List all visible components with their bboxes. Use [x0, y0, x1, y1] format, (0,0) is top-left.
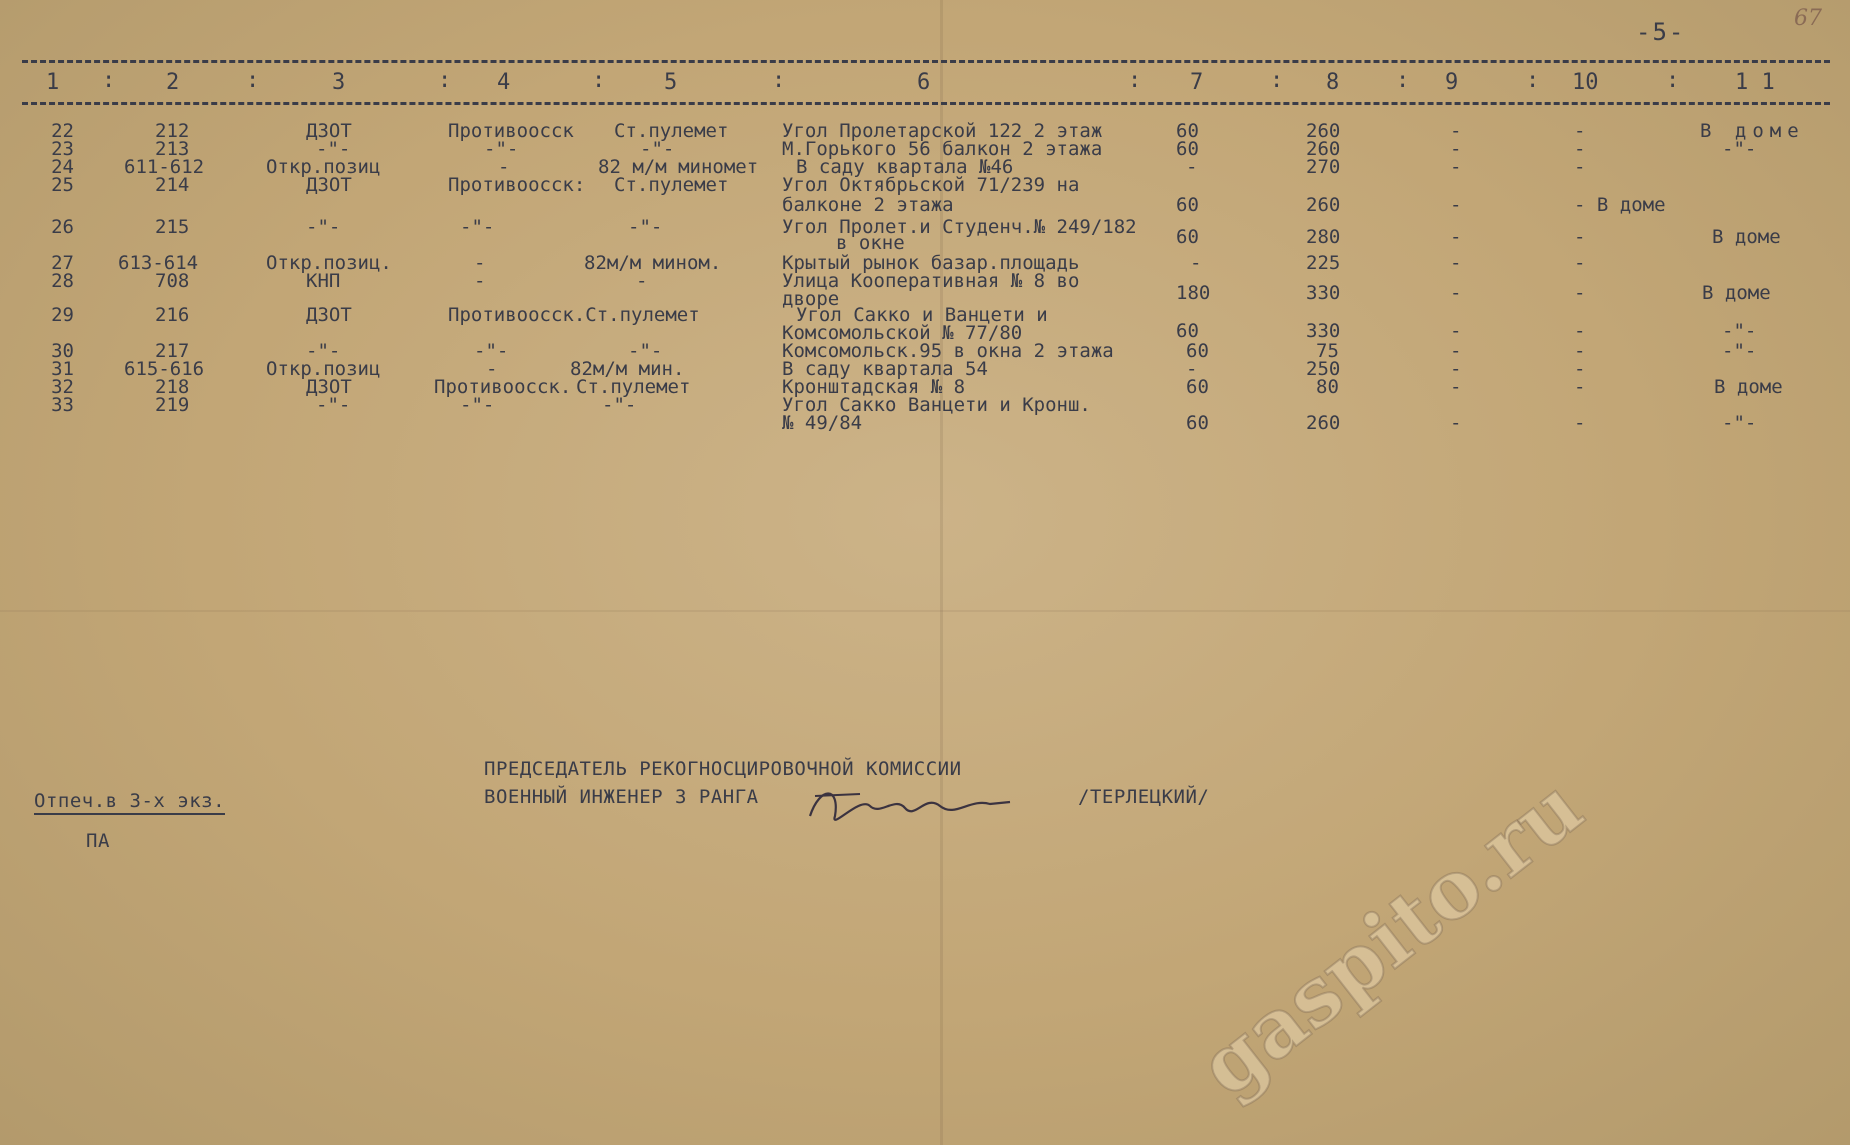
col-header-4: 4: [497, 70, 511, 95]
cell-point-number: 611-612: [124, 156, 205, 178]
cell-location-cont: Комсомольской № 77/80: [782, 322, 1023, 344]
cell-col10: -: [1574, 412, 1586, 434]
col-header-9: 9: [1445, 70, 1459, 95]
cell-location-cont: дворе: [782, 288, 840, 310]
cell-point-number: 708: [155, 270, 190, 292]
cell-weapon: -"-: [602, 394, 637, 416]
cell-row-number: 22: [51, 120, 74, 142]
cell-weapon: -"-: [628, 340, 663, 362]
cell-row-number: 25: [51, 174, 74, 196]
cell-col7: 60: [1186, 412, 1209, 434]
handwritten-signature: [800, 776, 1020, 836]
cell-col8: 250: [1306, 358, 1341, 380]
typist-initials: ПА: [86, 830, 110, 852]
cell-location: М.Горького 56 балкон 2 этажа: [782, 138, 1103, 160]
cell-col8: 225: [1306, 252, 1341, 274]
cell-purpose: -: [498, 156, 510, 178]
cell-point-number: 613-614: [118, 252, 199, 274]
cell-col11: В доме: [1700, 120, 1805, 142]
cell-row-number: 23: [51, 138, 74, 160]
col-separator: :: [1270, 68, 1284, 93]
col-header-3: 3: [332, 70, 346, 95]
cell-row-number: 33: [51, 394, 74, 416]
cell-weapon: -"-: [628, 216, 663, 238]
cell-col10: -: [1574, 340, 1586, 362]
fold-crease-horizontal: [0, 610, 1850, 612]
cell-location: В саду квартала 54: [782, 358, 988, 380]
cell-row-number: 27: [51, 252, 74, 274]
signer-title: ПРЕДСЕДАТЕЛЬ РЕКОГНОСЦИРОВОЧНОЙ КОМИССИИ: [484, 758, 962, 780]
cell-purpose: -: [486, 358, 498, 380]
copies-note: Отпеч.в 3-х экз.: [34, 790, 225, 815]
cell-col9: -: [1450, 340, 1462, 362]
cell-col7: 180: [1176, 282, 1211, 304]
table-header-rule: [22, 102, 1830, 105]
cell-weapon: -: [636, 270, 648, 292]
cell-purpose: Противоосск.Ст.пулемет: [448, 304, 700, 326]
cell-col8: 75: [1316, 340, 1339, 362]
signer-name: /ТЕРЛЕЦКИЙ/: [1078, 786, 1210, 808]
cell-col8: 260: [1306, 412, 1341, 434]
cell-purpose: -"-: [474, 340, 509, 362]
cell-structure-type: -"-: [316, 138, 351, 160]
cell-col9: -: [1450, 226, 1462, 248]
cell-weapon: 82 м/м миномет: [598, 156, 759, 178]
cell-structure-type: Откр.позиц: [266, 358, 381, 380]
col-separator: :: [1128, 68, 1142, 93]
cell-col9: -: [1450, 358, 1462, 380]
cell-col7: 60: [1176, 138, 1199, 160]
cell-point-number: 218: [155, 376, 190, 398]
cell-col9: -: [1450, 412, 1462, 434]
cell-col9: -: [1450, 376, 1462, 398]
cell-col11: В доме: [1714, 376, 1783, 398]
table-top-rule: [22, 60, 1830, 63]
cell-point-number: 216: [155, 304, 190, 326]
cell-location: Угол Пролетарской 122 2 этаж: [782, 120, 1103, 142]
cell-col9: -: [1450, 282, 1462, 304]
cell-col10: -: [1574, 120, 1586, 142]
cell-col7: -: [1190, 252, 1202, 274]
cell-location: Угол Сакко и Ванцети и: [796, 304, 1048, 326]
cell-location: Улица Кооперативная № 8 во: [782, 270, 1080, 292]
cell-point-number: 217: [155, 340, 190, 362]
cell-col8: 80: [1316, 376, 1339, 398]
cell-col9: -: [1450, 320, 1462, 342]
cell-purpose: Противоосск.: [434, 376, 572, 398]
cell-col11: В доме: [1702, 282, 1771, 304]
cell-col10: -: [1574, 282, 1586, 304]
cell-point-number: 213: [155, 138, 190, 160]
cell-row-number: 29: [51, 304, 74, 326]
cell-weapon: Ст.пулемет: [614, 120, 729, 142]
cell-col7: 60: [1176, 120, 1199, 142]
col-separator: :: [438, 68, 452, 93]
cell-col7: -: [1186, 358, 1198, 380]
col-header-5: 5: [664, 70, 678, 95]
cell-structure-type: -"-: [316, 394, 351, 416]
cell-purpose: -"-: [460, 216, 495, 238]
col-separator: :: [246, 68, 260, 93]
cell-col9: -: [1450, 120, 1462, 142]
cell-structure-type: ДЗОТ: [306, 376, 352, 398]
cell-col7: 60: [1186, 340, 1209, 362]
cell-col8: 280: [1306, 226, 1341, 248]
cell-row-number: 31: [51, 358, 74, 380]
cell-location: Комсомольск.95 в окна 2 этажа: [782, 340, 1114, 362]
cell-col9: -: [1450, 156, 1462, 178]
cell-location-cont: в окне: [836, 232, 905, 254]
cell-point-number: 615-616: [124, 358, 205, 380]
cell-weapon: Ст.пулемет: [614, 174, 729, 196]
col-separator: :: [1526, 68, 1540, 93]
cell-location-cont: № 49/84: [782, 412, 863, 434]
cell-purpose: -"-: [460, 394, 495, 416]
cell-col11: -"-: [1722, 320, 1757, 342]
cell-structure-type: ДЗОТ: [306, 304, 352, 326]
col-separator: :: [592, 68, 606, 93]
col-separator: :: [772, 68, 786, 93]
cell-col8: 260: [1306, 194, 1341, 216]
cell-row-number: 26: [51, 216, 74, 238]
cell-structure-type: -"-: [306, 340, 341, 362]
cell-purpose: -"-: [484, 138, 519, 160]
cell-structure-type: КНП: [306, 270, 341, 292]
cell-row-number: 24: [51, 156, 74, 178]
col-header-8: 8: [1326, 70, 1340, 95]
cell-col8: 330: [1306, 282, 1341, 304]
cell-structure-type: Откр.позиц.: [266, 252, 392, 274]
cell-weapon: 82м/м мин.: [570, 358, 685, 380]
archive-page-number: 67: [1794, 6, 1822, 31]
cell-col10: -: [1574, 138, 1586, 160]
cell-weapon: Ст.пулемет: [576, 376, 691, 398]
cell-point-number: 215: [155, 216, 190, 238]
col-separator: :: [102, 68, 116, 93]
col-header-2: 2: [166, 70, 180, 95]
cell-col9: -: [1450, 194, 1462, 216]
cell-purpose: -: [474, 252, 486, 274]
cell-row-number: 30: [51, 340, 74, 362]
col-separator: :: [1396, 68, 1410, 93]
watermark: gaspito.ru: [1182, 759, 1600, 1114]
cell-location: Кронштадская № 8: [782, 376, 966, 398]
cell-point-number: 219: [155, 394, 190, 416]
cell-col8: 270: [1306, 156, 1341, 178]
col-header-11: 1 1: [1735, 70, 1775, 95]
cell-location: Угол Сакко Ванцети и Кронш.: [782, 394, 1091, 416]
cell-location-cont: балконе 2 этажа: [782, 194, 954, 216]
cell-col8: 330: [1306, 320, 1341, 342]
cell-col11: -"-: [1722, 412, 1757, 434]
signer-rank: ВОЕННЫЙ ИНЖЕНЕР 3 РАНГА: [484, 786, 759, 808]
cell-structure-type: ДЗОТ: [306, 120, 352, 142]
cell-col11: В доме: [1712, 226, 1781, 248]
cell-location: Крытый рынок базар.площадь: [782, 252, 1080, 274]
cell-col7: 60: [1176, 226, 1199, 248]
col-header-1: 1: [46, 70, 60, 95]
cell-col11: -"-: [1722, 138, 1757, 160]
cell-weapon: -"-: [640, 138, 675, 160]
col-separator: :: [1666, 68, 1680, 93]
page-number: -5-: [1636, 18, 1686, 46]
cell-location: Угол Пролет.и Студенч.№ 249/182: [782, 216, 1137, 238]
cell-weapon: 82м/м мином.: [584, 252, 722, 274]
cell-row-number: 28: [51, 270, 74, 292]
cell-col10: -: [1574, 252, 1586, 274]
cell-col10: - В доме: [1574, 194, 1666, 216]
cell-col10: -: [1574, 358, 1586, 380]
cell-purpose: -: [474, 270, 486, 292]
cell-col7: 60: [1176, 320, 1199, 342]
cell-col10: -: [1574, 320, 1586, 342]
cell-col9: -: [1450, 138, 1462, 160]
cell-location: В саду квартала №46: [796, 156, 1014, 178]
cell-col9: -: [1450, 252, 1462, 274]
cell-location: Угол Октябрьской 71/239 на: [782, 174, 1080, 196]
cell-structure-type: Откр.позиц: [266, 156, 381, 178]
col-header-10: 10: [1572, 70, 1599, 95]
cell-col7: 60: [1176, 194, 1199, 216]
cell-structure-type: -"-: [306, 216, 341, 238]
cell-col10: -: [1574, 156, 1586, 178]
cell-purpose: Противоосск:: [448, 174, 586, 196]
col-header-7: 7: [1190, 70, 1204, 95]
cell-purpose: Противоосск: [448, 120, 574, 142]
cell-col7: 60: [1186, 376, 1209, 398]
cell-col8: 260: [1306, 138, 1341, 160]
cell-col10: -: [1574, 226, 1586, 248]
cell-col7: -: [1186, 156, 1198, 178]
cell-point-number: 212: [155, 120, 190, 142]
col-header-6: 6: [917, 70, 931, 95]
cell-point-number: 214: [155, 174, 190, 196]
cell-col11: -"-: [1722, 340, 1757, 362]
cell-row-number: 32: [51, 376, 74, 398]
cell-structure-type: ДЗОТ: [306, 174, 352, 196]
cell-col10: -: [1574, 376, 1586, 398]
cell-col8: 260: [1306, 120, 1341, 142]
